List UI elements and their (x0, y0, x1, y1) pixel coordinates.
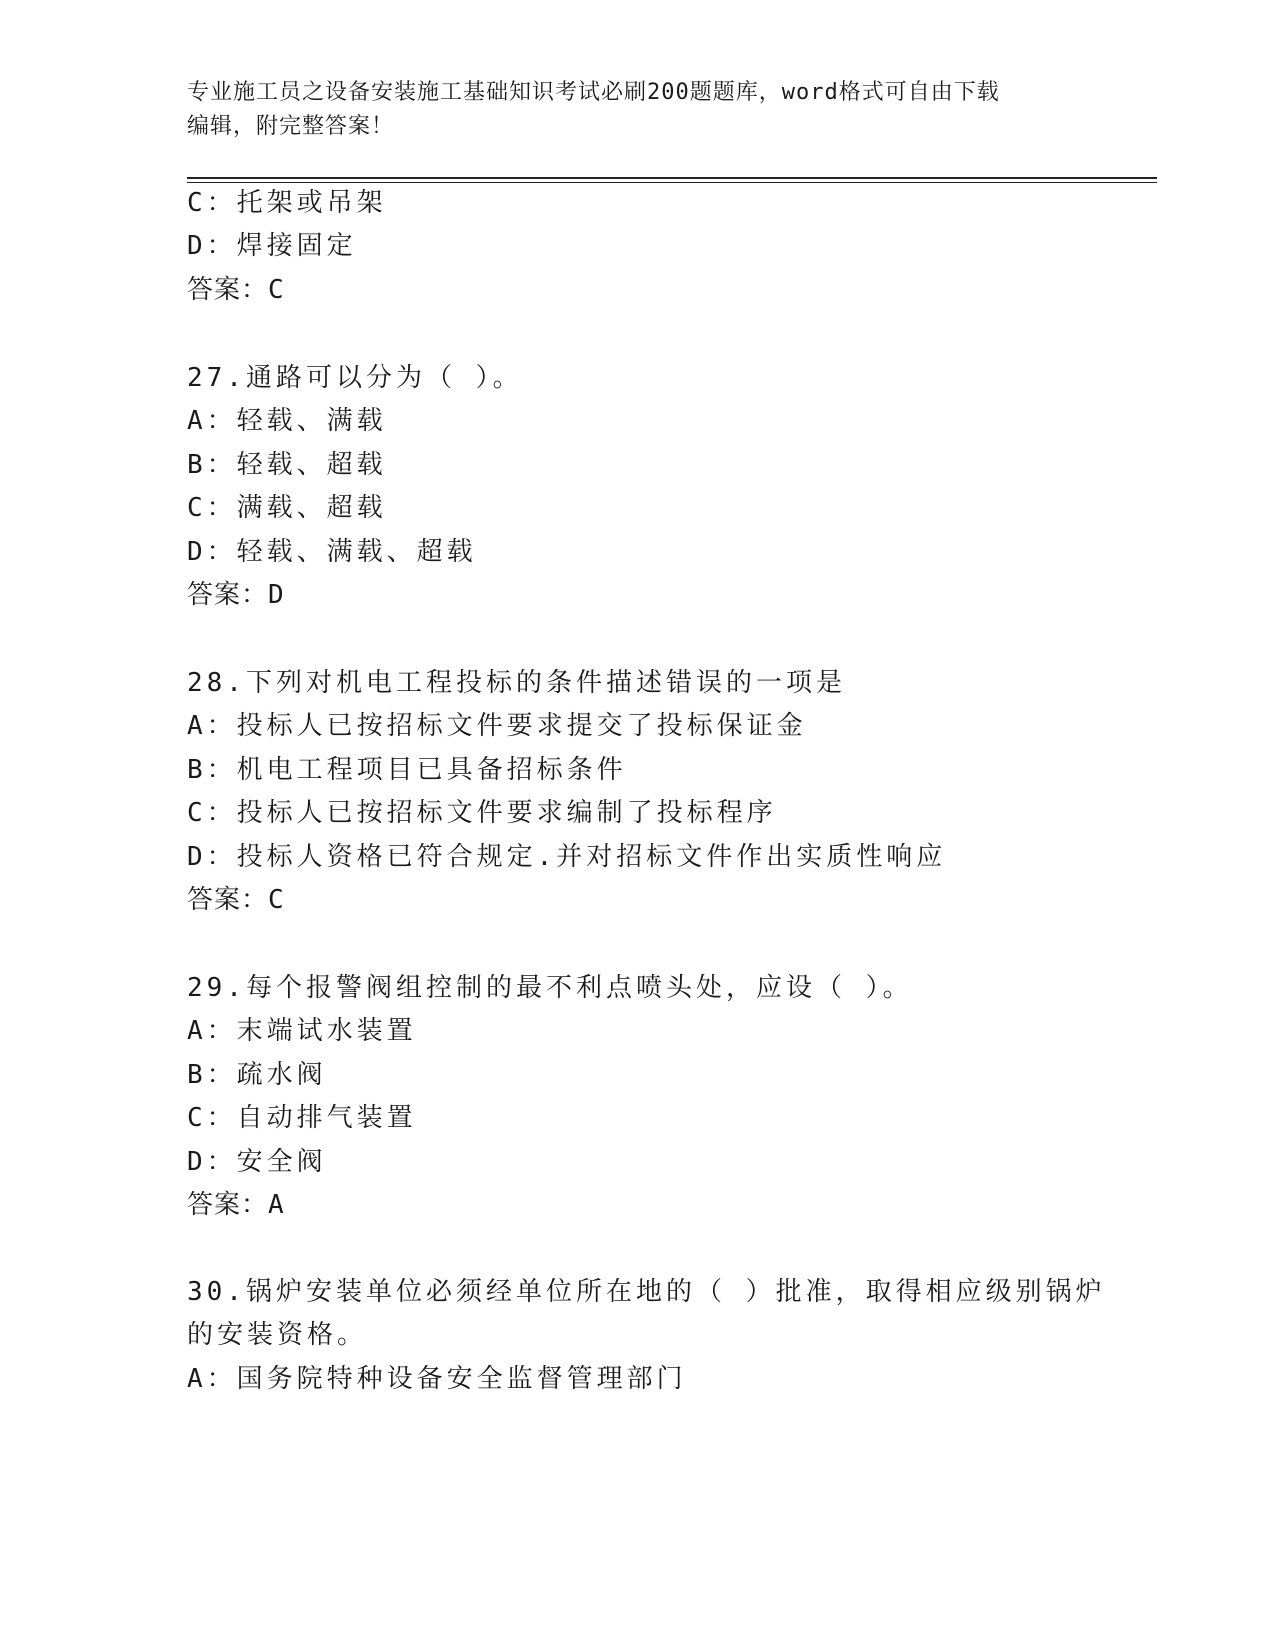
q29-question: 29.每个报警阀组控制的最不利点喷头处，应设（ ）。 (187, 973, 913, 1003)
header-title-line-2: 编辑，附完整答案！ (187, 114, 395, 139)
q27-question: 27.通路可以分为（ ）。 (187, 363, 523, 393)
q30-question-line-1: 30.锅炉安装单位必须经单位所在地的（ ）批准，取得相应级别锅炉 (187, 1277, 1106, 1307)
q27-option-d: D：轻载、满载、超载 (187, 537, 477, 567)
q29-option-a: A：末端试水装置 (187, 1016, 417, 1046)
header-title-line-1: 专业施工员之设备安装施工基础知识考试必刷200题题库，word格式可自由下载 (187, 80, 1000, 105)
q28-question: 28.下列对机电工程投标的条件描述错误的一项是 (187, 668, 846, 698)
q29-option-b: B：疏水阀 (187, 1060, 327, 1090)
header-rule-thin (187, 182, 1157, 183)
q30-option-a: A：国务院特种设备安全监督管理部门 (187, 1364, 687, 1394)
q28-option-d: D：投标人资格已符合规定.并对招标文件作出实质性响应 (187, 842, 947, 872)
q28-option-b: B：机电工程项目已具备招标条件 (187, 755, 627, 785)
document-header (187, 76, 1087, 144)
q28-answer: 答案：C (187, 885, 285, 915)
q26-option-d: D：焊接固定 (187, 231, 357, 261)
header-rule-thick (187, 177, 1157, 179)
q30-question-line-2: 的安装资格。 (187, 1320, 368, 1350)
q27-option-b: B：轻载、超载 (187, 450, 387, 480)
q27-option-a: A：轻载、满载 (187, 406, 387, 436)
q29-answer: 答案：A (187, 1190, 285, 1220)
q27-answer: 答案：D (187, 580, 285, 610)
q28-option-a: A：投标人已按招标文件要求提交了投标保证金 (187, 711, 807, 741)
q27-option-c: C：满载、超载 (187, 493, 387, 523)
q26-answer: 答案：C (187, 275, 285, 305)
q28-option-c: C：投标人已按招标文件要求编制了投标程序 (187, 798, 777, 828)
q29-option-c: C：自动排气装置 (187, 1103, 417, 1133)
q29-option-d: D：安全阀 (187, 1147, 327, 1177)
q26-option-c: C：托架或吊架 (187, 188, 387, 218)
